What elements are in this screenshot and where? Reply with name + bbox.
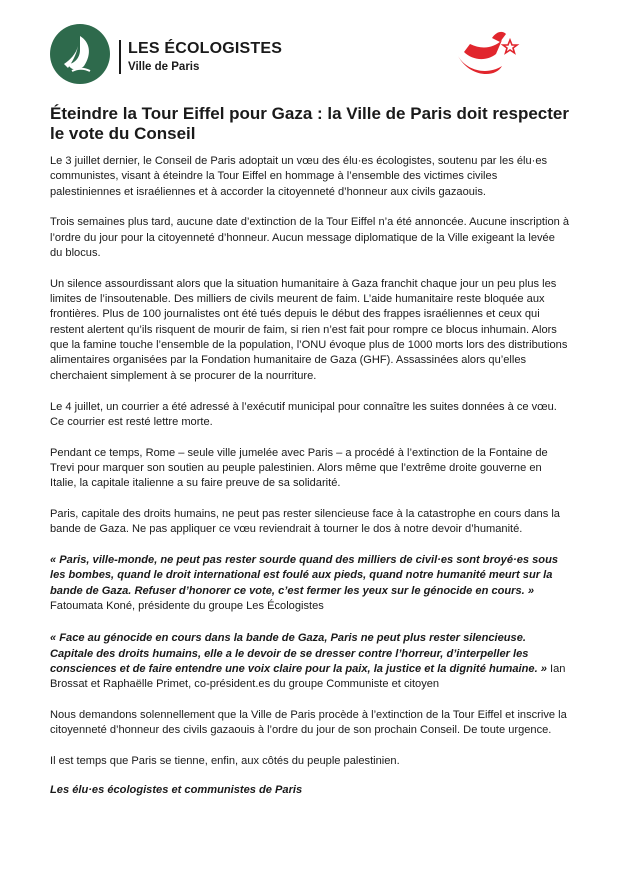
paragraph: Le 3 juillet dernier, le Conseil de Paris adoptait un vœu des élu·es écologistes, soutenu par les élu·es communistes, visant à éteindre la Tour Eiffel en hommage à l’ensemble des victimes civiles palestiniennes et israéliennes et à accorder la citoyenneté d’honneur aux civils gazaouis. bbox=[50, 155, 548, 198]
signature: Les élu·es écologistes et communistes de Paris bbox=[50, 783, 303, 796]
paragraph: Le 4 juillet, un courrier a été adressé à l’exécutif municipal pour connaître les suites données à ce vœu. Ce courrier est resté lettre morte. bbox=[50, 400, 557, 428]
quote-block bbox=[50, 553, 570, 614]
quote-text: « Face au génocide en cours dans la bande de Gaza, Paris ne peut plus rester silencieuse. Capitale des droits humains, elle a le devoir de se dresser contre l’horreur, d’interpeller les consciences et de faire entendre une voix claire pour la paix, la justice et la dignité humaine. » bbox=[50, 632, 547, 675]
quote-attribution: Fatoumata Koné, présidente du groupe Les Écologistes bbox=[50, 599, 324, 612]
quote-block bbox=[50, 631, 570, 692]
paragraph: Il est temps que Paris se tienne, enfin, aux côtés du peuple palestinien. bbox=[50, 755, 400, 768]
paragraph: Paris, capitale des droits humains, ne peut pas rester silencieuse face à la catastrophe en cours dans la bande de Gaza. Ne pas appliquer ce vœu reviendrait à tourner le dos à notre devoir d’humanité. bbox=[50, 507, 560, 536]
paragraph: Un silence assourdissant alors que la situation humanitaire à Gaza franchit chaque jour un peu plus les limites de l’insoutenable. Des milliers de civils meurent de faim. L’aide humanitaire reste bloquée aux frontières. Plus de 100 journalistes ont été tués depuis le début des frappes israéliennes et ceux qui restent alertent qu’ils risquent de mourir de faim, si rien n’est fait pour rompre ce blocus inhumain. Alors que la famine touche l’ensemble de la population, l’ONU évoque plus de 1000 morts lors des distributions alimentaires organisées par la Fondation humanitaire de Gaza (GHF). Assassinées alors qu’elles cherchaient simplement à se procurer de la nourriture. bbox=[50, 277, 568, 382]
paragraph: Pendant ce temps, Rome – seule ville jumelée avec Paris – a procédé à l’extinction de la Fontaine de Trevi pour marquer son soutien au peuple palestinien. Alors même que l’extrême droite gouverne en Italie, la capitale italienne a su faire preuve de sa solidarité. bbox=[50, 446, 548, 490]
page-title: Éteindre la Tour Eiffel pour Gaza : la Ville de Paris doit respecter le vote du Conseil bbox=[50, 104, 569, 143]
org-subtitle: Ville de Paris bbox=[128, 61, 200, 73]
quote-text: « Paris, ville-monde, ne peut pas rester sourde quand des milliers de civil·es sont broyé·es sous les bombes, quand le droit international est foulé aux pieds, quand notre humanité meurt sur la bande de Gaza. Refuser d’honorer ce vote, c’est fermer les yeux sur le génocide en cours. » bbox=[50, 553, 559, 597]
ecologistes-logo bbox=[50, 24, 110, 84]
paragraph: Trois semaines plus tard, aucune date d’extinction de la Tour Eiffel n’a été annoncée. Aucune inscription à l’ordre du jour pour la citoyenneté d’honneur. Aucun message diplomatique de la Ville exigeant la levée du blocus. bbox=[50, 216, 570, 260]
logo-divider bbox=[119, 40, 121, 74]
paragraph: Nous demandons solennellement que la Ville de Paris procède à l’extinction de la Tour Eiffel et inscrive la citoyenneté d’honneur des civils gazaouis à l’ordre du jour de son prochain Conseil. De toute urgence. bbox=[50, 709, 567, 737]
quote-attribution: Ian Brossat et Raphaëlle Primet, co-président.es du groupe Communiste et citoyen bbox=[50, 663, 566, 691]
org-name: LES ÉCOLOGISTES bbox=[128, 40, 283, 57]
article-body bbox=[50, 154, 570, 813]
communist-party-logo bbox=[452, 26, 522, 80]
